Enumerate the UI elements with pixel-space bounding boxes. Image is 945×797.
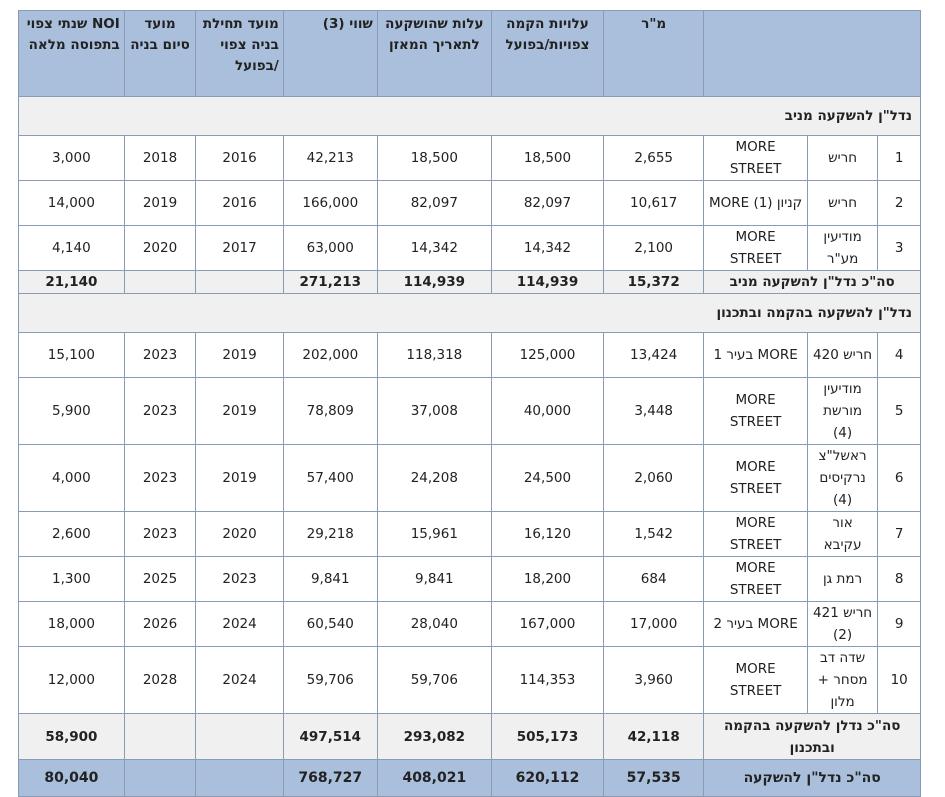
row-index: 6 <box>878 445 921 512</box>
expected-cost-cell: 125,000 <box>491 333 603 378</box>
end-year-cell: 2023 <box>124 378 196 445</box>
section-header-row <box>19 294 921 333</box>
sum-value: 768,727 <box>283 760 377 797</box>
start-year-cell: 2016 <box>196 136 284 181</box>
sum-noi: 58,900 <box>19 714 125 760</box>
table-row <box>19 226 921 271</box>
sum-start <box>196 714 284 760</box>
sum-label: סה"כ נדל"ן להשקעה <box>704 760 921 797</box>
sum-label: סה"כ נדל"ן להשקעה מניב <box>704 271 921 294</box>
property-type: MORE STREET <box>704 445 808 512</box>
property-type: MORE STREET <box>704 647 808 714</box>
invested-cost-cell: 18,500 <box>377 136 491 181</box>
end-year-cell: 2023 <box>124 445 196 512</box>
expected-cost-cell: 14,342 <box>491 226 603 271</box>
end-year-cell: 2023 <box>124 512 196 557</box>
value-cell: 29,218 <box>283 512 377 557</box>
noi-cell: 4,000 <box>19 445 125 512</box>
property-name: חריש 420 <box>807 333 877 378</box>
table-row <box>19 647 921 714</box>
value-cell: 42,213 <box>283 136 377 181</box>
sum-expected: 114,939 <box>491 271 603 294</box>
property-name: חריש <box>807 181 877 226</box>
sqm-cell: 2,060 <box>604 445 704 512</box>
noi-cell: 18,000 <box>19 602 125 647</box>
row-index: 2 <box>878 181 921 226</box>
invested-cost-cell: 118,318 <box>377 333 491 378</box>
property-type: MORE STREET <box>704 378 808 445</box>
value-cell: 57,400 <box>283 445 377 512</box>
noi-cell: 1,300 <box>19 557 125 602</box>
sum-invested: 114,939 <box>377 271 491 294</box>
start-year-cell: 2023 <box>196 557 284 602</box>
header-end: מועד סיום בניה <box>124 11 196 97</box>
sum-end <box>124 714 196 760</box>
start-year-cell: 2019 <box>196 378 284 445</box>
property-type: MORE STREET <box>704 512 808 557</box>
start-year-cell: 2017 <box>196 226 284 271</box>
property-name: אור עקיבא <box>807 512 877 557</box>
row-index: 8 <box>878 557 921 602</box>
row-index: 7 <box>878 512 921 557</box>
section-title: נדל"ן להשקעה בהקמה ובתכנון <box>19 294 921 333</box>
start-year-cell: 2024 <box>196 647 284 714</box>
value-cell: 202,000 <box>283 333 377 378</box>
header-invested-cost: עלות שהושקעה לתאריך המאזן <box>377 11 491 97</box>
noi-cell: 14,000 <box>19 181 125 226</box>
noi-cell: 12,000 <box>19 647 125 714</box>
table-row <box>19 512 921 557</box>
property-name: רמת גן <box>807 557 877 602</box>
property-name: מודיעין מע"ר <box>807 226 877 271</box>
start-year-cell: 2016 <box>196 181 284 226</box>
value-cell: 63,000 <box>283 226 377 271</box>
section-title: נדל"ן להשקעה מניב <box>19 97 921 136</box>
end-year-cell: 2018 <box>124 136 196 181</box>
expected-cost-cell: 114,353 <box>491 647 603 714</box>
value-cell: 78,809 <box>283 378 377 445</box>
grand-total-row <box>19 760 921 797</box>
sum-value: 497,514 <box>283 714 377 760</box>
start-year-cell: 2019 <box>196 333 284 378</box>
expected-cost-cell: 16,120 <box>491 512 603 557</box>
property-name: מודיעין מורשת (4) <box>807 378 877 445</box>
table-row <box>19 333 921 378</box>
property-type: MORE בעיר 1 <box>704 333 808 378</box>
row-index: 1 <box>878 136 921 181</box>
table-row <box>19 602 921 647</box>
sqm-cell: 10,617 <box>604 181 704 226</box>
table-row <box>19 557 921 602</box>
property-name: שדה דב מסחר + מלון <box>807 647 877 714</box>
end-year-cell: 2023 <box>124 333 196 378</box>
property-type: קניון MORE (1) <box>704 181 808 226</box>
noi-cell: 2,600 <box>19 512 125 557</box>
noi-cell: 5,900 <box>19 378 125 445</box>
section-header-row <box>19 97 921 136</box>
expected-cost-cell: 167,000 <box>491 602 603 647</box>
end-year-cell: 2019 <box>124 181 196 226</box>
table-row <box>19 136 921 181</box>
sum-value: 271,213 <box>283 271 377 294</box>
start-year-cell: 2024 <box>196 602 284 647</box>
noi-cell: 15,100 <box>19 333 125 378</box>
noi-cell: 3,000 <box>19 136 125 181</box>
value-cell: 60,540 <box>283 602 377 647</box>
start-year-cell: 2019 <box>196 445 284 512</box>
expected-cost-cell: 40,000 <box>491 378 603 445</box>
sqm-cell: 1,542 <box>604 512 704 557</box>
value-cell: 166,000 <box>283 181 377 226</box>
table-row <box>19 181 921 226</box>
invested-cost-cell: 82,097 <box>377 181 491 226</box>
sum-noi: 80,040 <box>19 760 125 797</box>
row-index: 4 <box>878 333 921 378</box>
properties-table <box>18 10 921 797</box>
expected-cost-cell: 18,500 <box>491 136 603 181</box>
sum-end <box>124 760 196 797</box>
property-type: MORE STREET <box>704 226 808 271</box>
expected-cost-cell: 24,500 <box>491 445 603 512</box>
row-index: 9 <box>878 602 921 647</box>
end-year-cell: 2020 <box>124 226 196 271</box>
header-noi: NOI שנתי צפוי בתפוסה מלאה <box>19 11 125 97</box>
sum-sqm: 42,118 <box>604 714 704 760</box>
sum-invested: 293,082 <box>377 714 491 760</box>
sqm-cell: 684 <box>604 557 704 602</box>
property-name: ראשל"צ נרקיסים (4) <box>807 445 877 512</box>
value-cell: 9,841 <box>283 557 377 602</box>
properties-table-wrapper <box>18 10 921 797</box>
value-cell: 59,706 <box>283 647 377 714</box>
sqm-cell: 17,000 <box>604 602 704 647</box>
header-value: שווי (3) <box>283 11 377 97</box>
end-year-cell: 2026 <box>124 602 196 647</box>
noi-cell: 4,140 <box>19 226 125 271</box>
subtotal-row-construction <box>19 714 921 760</box>
sum-expected: 505,173 <box>491 714 603 760</box>
property-type: MORE STREET <box>704 557 808 602</box>
sqm-cell: 2,655 <box>604 136 704 181</box>
sum-expected: 620,112 <box>491 760 603 797</box>
start-year-cell: 2020 <box>196 512 284 557</box>
sum-start <box>196 271 284 294</box>
property-name: חריש 421 (2) <box>807 602 877 647</box>
header-sqm: מ"ר <box>604 11 704 97</box>
header-name <box>704 11 921 97</box>
sqm-cell: 2,100 <box>604 226 704 271</box>
subtotal-row-yielding <box>19 271 921 294</box>
table-row <box>19 445 921 512</box>
end-year-cell: 2025 <box>124 557 196 602</box>
sqm-cell: 3,448 <box>604 378 704 445</box>
invested-cost-cell: 9,841 <box>377 557 491 602</box>
end-year-cell: 2028 <box>124 647 196 714</box>
table-row <box>19 378 921 445</box>
sum-sqm: 57,535 <box>604 760 704 797</box>
invested-cost-cell: 59,706 <box>377 647 491 714</box>
property-type: MORE בעיר 2 <box>704 602 808 647</box>
row-index: 3 <box>878 226 921 271</box>
sum-label: סה"כ נדלן להשקעה בהקמה ובתכנון <box>704 714 921 760</box>
invested-cost-cell: 15,961 <box>377 512 491 557</box>
sqm-cell: 13,424 <box>604 333 704 378</box>
row-index: 5 <box>878 378 921 445</box>
header-expected-cost: עלויות הקמה צפויות/בפועל <box>491 11 603 97</box>
expected-cost-cell: 18,200 <box>491 557 603 602</box>
invested-cost-cell: 28,040 <box>377 602 491 647</box>
property-name: חריש <box>807 136 877 181</box>
header-start: מועד תחילת בניה צפוי /בפועל <box>196 11 284 97</box>
property-type: MORE STREET <box>704 136 808 181</box>
header-row <box>19 11 921 97</box>
sum-start <box>196 760 284 797</box>
invested-cost-cell: 14,342 <box>377 226 491 271</box>
sqm-cell: 3,960 <box>604 647 704 714</box>
row-index: 10 <box>878 647 921 714</box>
expected-cost-cell: 82,097 <box>491 181 603 226</box>
invested-cost-cell: 24,208 <box>377 445 491 512</box>
sum-end <box>124 271 196 294</box>
invested-cost-cell: 37,008 <box>377 378 491 445</box>
sum-noi: 21,140 <box>19 271 125 294</box>
sum-sqm: 15,372 <box>604 271 704 294</box>
sum-invested: 408,021 <box>377 760 491 797</box>
